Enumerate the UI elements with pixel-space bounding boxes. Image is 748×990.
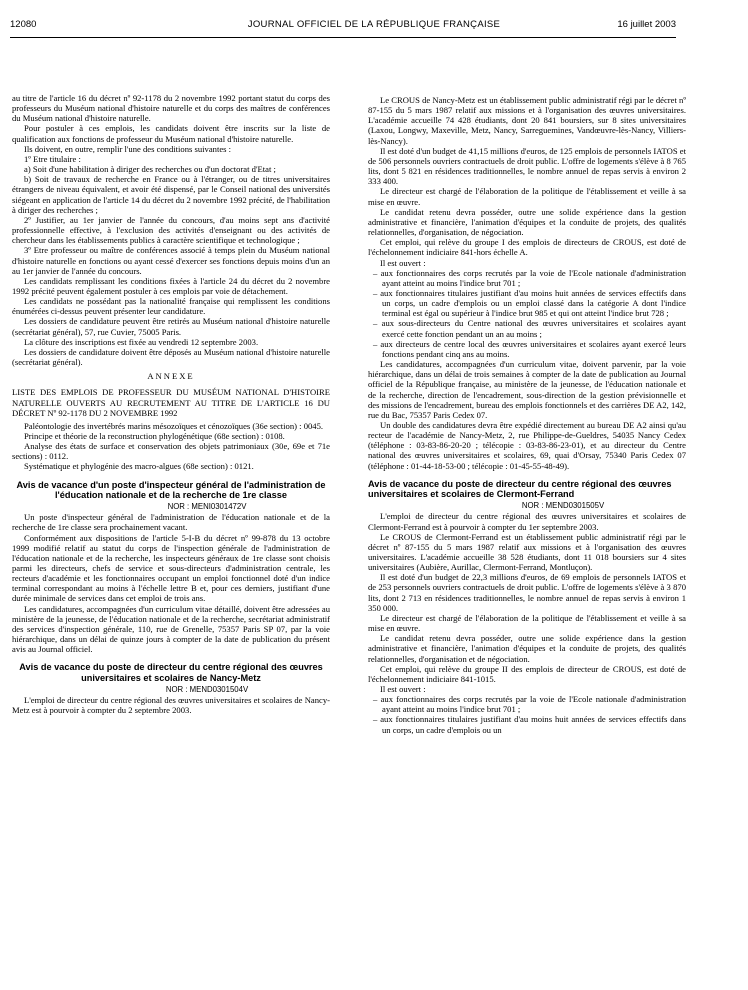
- annexe-item: Paléontologie des invertébrés marins mésozoïques et cénozoïques (36e section) : 0045.: [24, 420, 324, 431]
- notice-title: Avis de vacance du poste de directeur du centre régional des œuvres universitaires et scolaires de Nancy-Metz: [19, 662, 323, 683]
- list-item: – aux fonctionnaires des corps recrutés par la voie de l'Ecole nationale d'administration ayant atteint au moins l'indice brut 701 ;: [368, 268, 686, 288]
- paragraph: 2º Justifier, au 1er janvier de l'année du concours, d'au moins sept ans d'activité professionnelle effective, à l'exclusion des activités d'enseignant ou des activités de chercheur dans les établissements publics à caractère scientifique et technologique ;: [12, 214, 330, 246]
- list-item: – aux fonctionnaires titulaires justifiant d'au moins huit années de services effectifs dans un corps, un cadre d'emplois ou un emploi classé dans la catégorie A dont l'indice terminal est égal ou supérieur à l'indice brut 985 et qui ont atteint l'indice brut 728 ;: [368, 288, 686, 318]
- paragraph: Le directeur est chargé de l'élaboration de la politique de l'établissement et veille à sa mise en œuvre.: [368, 612, 686, 634]
- paragraph: La clôture des inscriptions est fixée au vendredi 12 septembre 2003.: [24, 336, 259, 347]
- paragraph: 3º Etre professeur ou maître de conférences associé à temps plein du Muséum national d'histoire naturelle en fonctions ou ayant cessé d'exercer ses fonctions depuis moins d'un an au 1er janvier de l'année du concours.: [12, 245, 330, 276]
- paragraph: Conformément aux dispositions de l'article 5-I-B du décret nº 99-878 du 13 octobre 1999 modifié relatif au statut du corps de l'inspection générale de l'administration de l'éducation nationale et de la recherche, les inspecteurs généraux de 1re classe sont choisis parmi les directeurs, chefs de service et sous-directeurs d'administration centrale, les recteurs d'académie et les fonctionnaires occupant un emploi fonctionnel doté d'un indice terminal correspondant au moins à l'échelle lettre B et, pour ces derniers, justifiant d'une durée minimale de services dans cet emploi de trois ans.: [12, 532, 330, 604]
- paragraph: Les candidatures, accompagnées d'un curriculum vitae détaillé, doivent être adressées au ministère de la jeunesse, de l'éducation nationale et de la recherche, secrétariat administratif des services d'inspection générale, 110, rue de Grenelle, 75357 Paris SP 07, par la voie hiérarchique, dans un délai de quinze jours à compter de la date de publication du présent avis au Journal officiel.: [12, 603, 330, 655]
- paragraph: Pour postuler à ces emplois, les candidats doivent être inscrits sur la liste de qualification aux fonctions de professeur du Muséum national d'histoire naturelle.: [12, 123, 330, 144]
- paragraph: Un poste d'inspecteur général de l'administration de l'éducation nationale et de la recherche de 1re classe sera prochainement vacant.: [12, 512, 330, 533]
- list-item: – aux fonctionnaires des corps recrutés par la voie de l'Ecole nationale d'administration ayant atteint au moins l'indice brut 701 ;: [368, 694, 686, 714]
- paragraph: b) Soit de travaux de recherche en France ou à l'étranger, ou de titres universitaires étrangers de niveau équivalent, et avoir été dispensé, par le Conseil national des universités siégeant en application de l'article 14 du décret du 2 novembre 1992 précité, de l'habilitation à diriger des recherches ;: [12, 174, 330, 215]
- paragraph: Cet emploi, qui relève du groupe II des emplois de directeur de CROUS, est doté de l'échelonnement indiciaire 841-1015.: [368, 663, 686, 684]
- paragraph: Il est ouvert :: [380, 257, 426, 268]
- paragraph: Les candidatures, accompagnées d'un curriculum vitae, doivent parvenir, par la voie hiérarchique, dans un délai de trois semaines à compter de la date de publication au Journal officiel de la République française, au ministère de la jeunesse, de l'éducation nationale et de la recherche, direction de l'encadrement, sous-direction de la gestion prévisionnelle et des missions de l'encadrement, bureau des emplois fonctionnels et des carrières DE A2, 142, rue du Bac, 75357 Paris Cedex 07.: [368, 359, 686, 420]
- nor-reference: NOR : MENI0301472V: [167, 502, 247, 512]
- paragraph: Ils doivent, en outre, remplir l'une des conditions suivantes :: [24, 143, 232, 154]
- list-item: – aux sous-directeurs du Centre national des œuvres universitaires et scolaires ayant exercé cette fonction pendant un an au moins ;: [368, 318, 686, 338]
- issue-date: 16 juillet 2003: [617, 19, 676, 30]
- annexe-item: Principe et théorie de la reconstruction phylogénétique (68e section) : 0108.: [24, 431, 285, 441]
- paragraph: a) Soit d'une habilitation à diriger des recherches ou d'un doctorat d'Etat ;: [24, 164, 276, 175]
- right-column: [368, 95, 686, 987]
- left-column: [12, 93, 330, 985]
- paragraph: Les dossiers de candidature doivent être déposés au Muséum national d'histoire naturelle (secrétariat général).: [12, 346, 330, 368]
- nor-reference: NOR : MEND0301505V: [521, 501, 605, 511]
- paragraph: Il est ouvert :: [380, 684, 426, 694]
- paragraph: Il est doté d'un budget de 22,3 millions d'euros, de 69 emplois de personnels IATOS et de 253 personnels ouvriers contractuels de droit public. L'offre de logements s'élève à 3 870 lits, dont 2 713 en résidences traditionnelles, le nombre annuel de repas servis à environ 1 350 000.: [368, 572, 686, 613]
- paragraph: L'emploi de directeur du centre régional des œuvres universitaires et scolaires de Nancy-Metz est à pourvoir à compter du 2 septembre 2003.: [12, 694, 330, 716]
- notice-title: Avis de vacance d'un poste d'inspecteur général de l'administration de l'éducation nationale et de la recherche de 1re classe: [16, 479, 326, 500]
- notice-title: Avis de vacance du poste de directeur du centre régional des œuvres universitaires et scolaires de Clermont-Ferrand: [368, 478, 672, 499]
- paragraph: Les candidats remplissant les conditions fixées à l'article 24 du décret du 2 novembre 1992 précité peuvent également postuler à ces emplois par voie de détachement.: [12, 275, 330, 296]
- annexe-item: Analyse des états de surface et conservation des objets patrimoniaux (30e, 69e et 71e sections) : 0112.: [12, 441, 330, 462]
- paragraph: Le CROUS de Clermont-Ferrand est un établissement public administratif régi par le décret nº 87-155 du 5 mars 1987 relatif aux missions et à l'organisation des œuvres universitaires. L'académie accueille 38 528 étudiants, dont 11 018 boursiers sur 4 sites universitaires (Aubière, Aurillac, Clermont-Ferrand, Montluçon).: [368, 531, 686, 573]
- paragraph: Le candidat retenu devra posséder, outre une solide expérience dans la gestion administrative et financière, l'animation d'équipes et la conduite de projets, des qualités relationnelles, d'organisation, de négociation.: [368, 206, 686, 238]
- paragraph: au titre de l'article 16 du décret nº 92-1178 du 2 novembre 1992 portant statut du corps des professeurs du Muséum national d'histoire naturelle et du corps des maîtres de conférences du Muséum national d'histoire naturelle.: [12, 93, 330, 124]
- list-item: – aux fonctionnaires titulaires justifiant d'au moins huit années de services effectifs dans un corps, un cadre d'emplois ou un: [368, 714, 686, 734]
- paragraph: Cet emploi, qui relève du groupe I des emplois de directeurs de CROUS, est doté de l'échelonnement indiciaire 841-hors échelle A.: [368, 237, 686, 258]
- journal-title: JOURNAL OFFICIEL DE LA RÉPUBLIQUE FRANÇAISE: [247, 19, 501, 30]
- list-item: – aux directeurs de centre local des œuvres universitaires et scolaires ayant exercé leurs fonctions pendant cinq ans au moins.: [368, 339, 686, 359]
- paragraph: 1º Etre titulaire :: [24, 153, 81, 164]
- header-rule: [10, 37, 676, 38]
- paragraph: L'emploi de directeur du centre régional des œuvres universitaires et scolaires de Clermont-Ferrand est à pourvoir à compter du 1er septembre 2003.: [368, 511, 686, 532]
- paragraph: Le CROUS de Nancy-Metz est un établissement public administratif régi par le décret nº 87-155 du 5 mars 1987 relatif aux missions et à l'organisation des œuvres universitaires. L'académie accueille 74 428 étudiants, dont 20 841 boursiers, sur 8 sites universitaires (Laxou, Longwy, Maxeville, Metz, Nancy, Sarreguemines, Vandœuvre-lès-Nancy, Villiers-lès-Nancy).: [368, 95, 686, 146]
- annexe-title: LISTE DES EMPLOIS DE PROFESSEUR DU MUSÉUM NATIONAL D'HISTOIRE NATURELLE OUVERTS AU RECRUTEMENT AU TITRE DE L'ARTICLE 16 DU DÉCRET Nº 92-1178 DU 2 NOVEMBRE 1992: [12, 387, 330, 418]
- paragraph: Les candidats ne possédant pas la nationalité française qui remplissent les conditions énumérées ci-dessus peuvent présenter leur candidature.: [12, 296, 330, 317]
- annexe-heading: ANNEXE: [147, 371, 195, 382]
- nor-reference: NOR : MEND0301504V: [165, 684, 249, 694]
- paragraph: Le directeur est chargé de l'élaboration de la politique de l'établissement et veille à sa mise en œuvre.: [368, 186, 686, 207]
- paragraph: Il est doté d'un budget de 41,15 millions d'euros, de 125 emplois de personnels IATOS et de 506 personnels ouvriers contractuels de droit public. L'offre de logements s'élève à 8 765 lits, dont 5 821 en résidences traditionnelles, le nombre annuel de repas servis à environ 2 333 400.: [368, 145, 686, 187]
- paragraph: Les dossiers de candidature peuvent être retirés au Muséum national d'histoire naturelle (secrétariat général), 57, rue Cuvier, 75005 Paris.: [12, 316, 330, 337]
- page-number: 12080: [10, 19, 37, 30]
- annexe-item: Systématique et phylogénie des macro-algues (68e section) : 0121.: [24, 461, 254, 472]
- eligibility-list: [368, 694, 686, 735]
- paragraph: Un double des candidatures devra être expédié directement au bureau DE A2 ainsi qu'au recteur de l'académie de Nancy-Metz, 2, rue Philippe-de-Gueldres, 54035 Nancy Cedex (téléphone : 03-83-86-20-20 ; télécopie : 03-83-86-23-01), et au directeur du Centre national des œuvres universitaires et scolaires, 69, quai d'Orsay, 75340 Paris Cedex 07 (téléphone : 01-44-18-53-00 ; télécopie : 01-45-55-48-49).: [368, 420, 686, 471]
- eligibility-list: [368, 268, 686, 359]
- page-header: [0, 16, 748, 36]
- paragraph: Le candidat retenu devra posséder, outre une solide expérience dans la gestion administrative et financière, l'animation d'équipes et la conduite de projets, des qualités relationnelles, d'organisation et de négociation.: [368, 633, 686, 664]
